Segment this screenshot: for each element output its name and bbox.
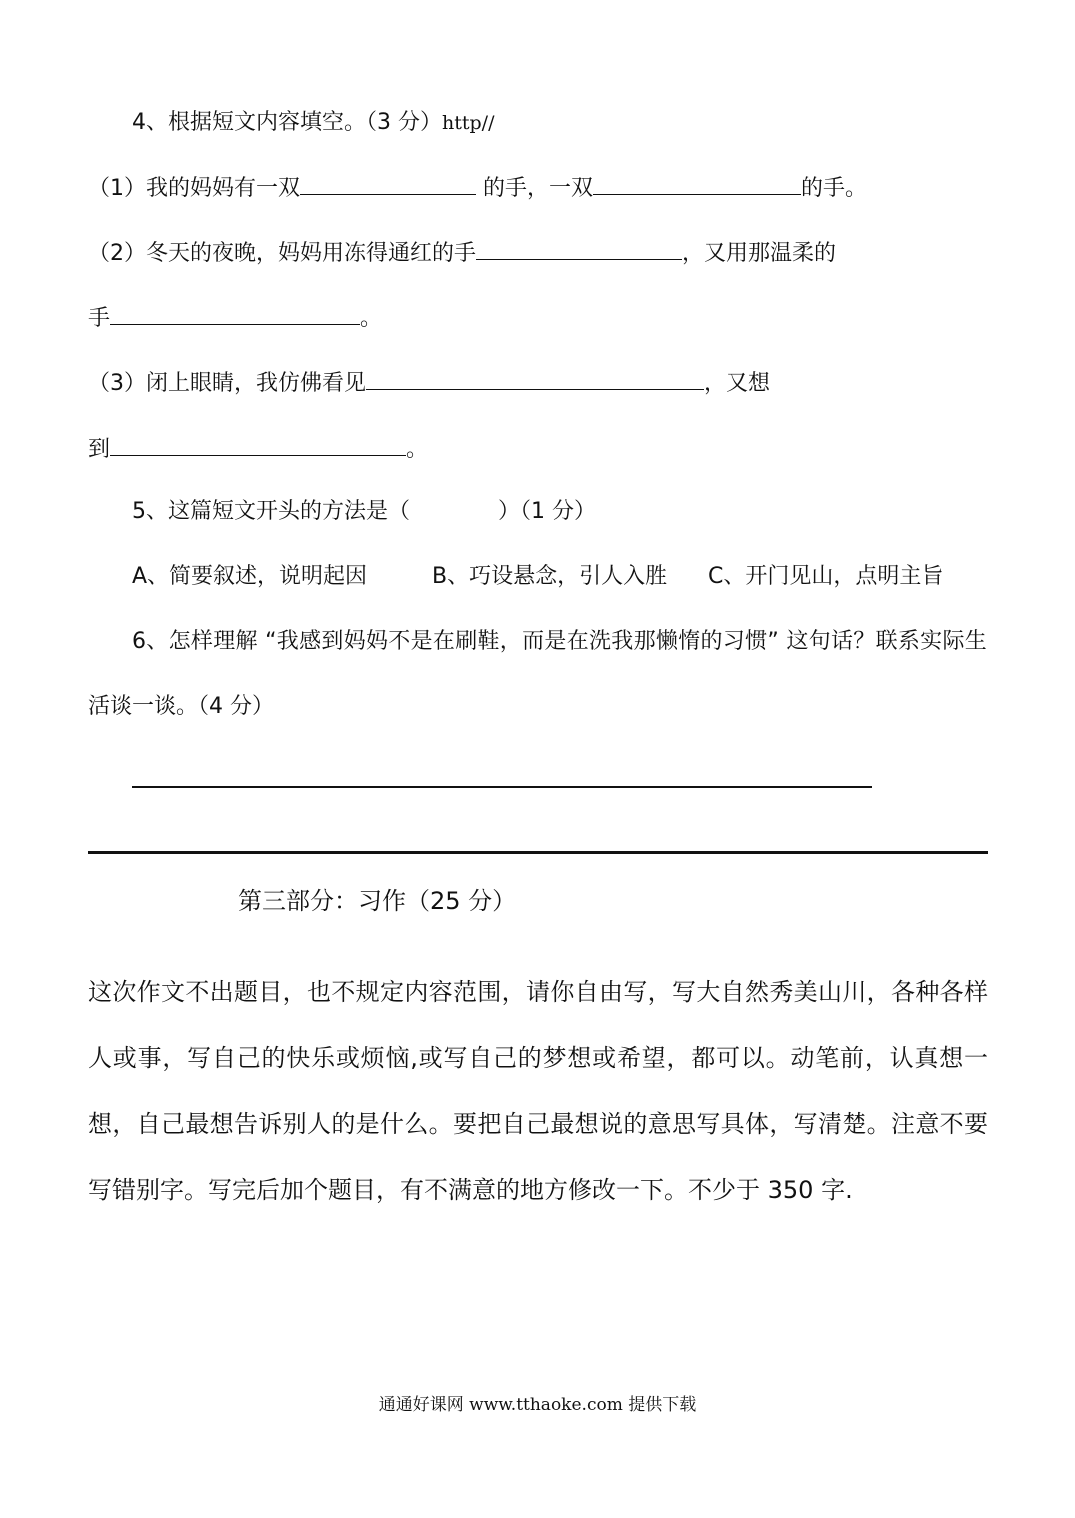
q4-line-2: （2）冬天的夜晚，妈妈用冻得通红的手 ，又用那温柔的	[88, 237, 836, 269]
q4-line-4: （3）闭上眼睛，我仿佛看见 ，又想	[88, 367, 770, 399]
q5-option-a[interactable]: A、简要叙述，说明起因	[132, 564, 368, 589]
section-divider	[88, 851, 988, 854]
q4-line-3: 手 。	[88, 302, 382, 334]
q5-option-c[interactable]: C、开门见山，点明主旨	[708, 564, 944, 589]
q4-title: 4、根据短文内容填空。（3 分）http//	[132, 110, 495, 135]
q4-line-5: 到 。	[88, 433, 428, 465]
answer-blank[interactable]	[593, 172, 801, 195]
q5-option-b[interactable]: B、巧设悬念，引人入胜	[432, 564, 668, 589]
q6-answer-line[interactable]	[132, 786, 872, 788]
answer-blank[interactable]	[110, 433, 406, 456]
answer-blank[interactable]	[110, 302, 360, 325]
q6-line-1: 6、怎样理解 “我感到妈妈不是在刷鞋，而是在洗我那懒惰的习惯” 这句话？联系实际生	[132, 629, 988, 654]
part3-instructions: 这次作文不出题目，也不规定内容范围，请你自由写，写大自然秀美山川，各种各样人或事，写自己的快乐或烦恼,或写自己的梦想或希望，都可以。动笔前，认真想一想，自己最想告诉别人的是什么。要把自己最想说的意思写具体，写清楚。注意不要写错别字。写完后加个题目，有不满意的地方修改一下。不少于 350 字.	[88, 978, 988, 1204]
answer-blank[interactable]	[366, 367, 704, 390]
page-footer: 通通好课网 www.tthaoke.com 提供下载	[378, 1395, 697, 1415]
part3-heading: 第三部分：习作（25 分）	[238, 887, 517, 915]
q4-line-1: （1）我的妈妈有一双 的手，一双 的手。	[88, 172, 867, 204]
q5-title: 5、这篇短文开头的方法是（ ）（1 分）	[132, 499, 596, 524]
answer-blank[interactable]	[476, 237, 682, 260]
q6-line-2: 活谈一谈。（4 分）	[88, 694, 274, 719]
answer-blank[interactable]	[300, 172, 476, 195]
